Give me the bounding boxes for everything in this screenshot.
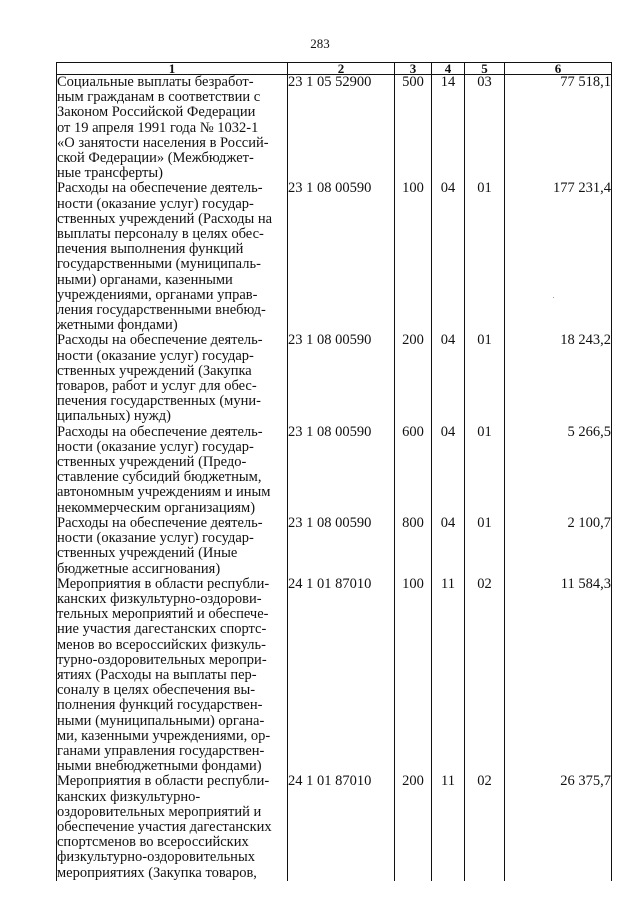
expense-name-cell [57, 774, 288, 880]
subsection-code: 01 [465, 181, 505, 333]
target-article-code: 24 1 01 87010 [288, 774, 395, 880]
subsection-code: 03 [465, 75, 505, 182]
expense-name-line: жетными фондами) [57, 317, 178, 334]
expense-name-line: ными (муниципальными) органа- [57, 712, 265, 729]
expense-name-line: от 19 апреля 1991 года № 1032-1 [57, 119, 259, 136]
expense-name-line: канских физкультурно-оздорови- [57, 590, 262, 607]
expense-name-line: товаров, работ и услуг для обес- [57, 378, 257, 395]
target-article-code: 23 1 08 00590 [288, 333, 395, 424]
expense-name-line: Социальные выплаты безработ- [57, 74, 254, 90]
expense-name-line: физкультурно-оздоровительных [57, 849, 255, 866]
expense-type-code: 600 [395, 425, 432, 516]
expense-name-line: ние участия дагестанских спортс- [57, 621, 267, 638]
amount-value: 11 584,3 [505, 577, 612, 775]
expense-name-line: оздоровительных мероприятий и [57, 803, 262, 820]
section-code: 04 [432, 425, 465, 516]
expense-type-code: 100 [395, 181, 432, 333]
scan-speck [553, 297, 554, 298]
expense-name-line: выплаты персоналу в целях обес- [57, 226, 264, 243]
column-header: 4 [432, 63, 465, 75]
expense-type-code: 800 [395, 516, 432, 577]
expense-name-line: ципальных) нужд) [57, 408, 171, 425]
expense-name-line: тельных мероприятий и обеспече- [57, 606, 269, 623]
expense-name-line: ганами управления государствен- [57, 742, 265, 759]
expense-type-code: 200 [395, 774, 432, 880]
page-number: 283 [310, 36, 330, 51]
expense-name-line: ственных учреждений (Расходы на [57, 210, 273, 227]
table-body [57, 75, 612, 881]
expense-name-line: спортсменов во всероссийских [57, 834, 249, 851]
expense-name-line: ственных учреждений (Иные [57, 545, 238, 562]
expense-name-line: ности (оказание услуг) государ- [57, 530, 254, 547]
column-header: 1 [57, 63, 288, 75]
expense-name-line: ственных учреждений (Закупка [57, 362, 252, 379]
table-row [57, 516, 612, 577]
expense-name-line: учреждениями, органами управ- [57, 286, 258, 303]
expense-name-cell [57, 516, 288, 577]
table-row [57, 181, 612, 333]
expense-name-line: «О занятости населения в Россий- [57, 134, 269, 151]
expense-name-line: некоммерческим организациям) [57, 499, 256, 516]
budget-table [56, 62, 612, 881]
expense-name-cell [57, 577, 288, 775]
expense-name-cell [57, 425, 288, 516]
expense-name-line: печения государственных (муни- [57, 393, 261, 410]
expense-name-line: Расходы на обеспечение деятель- [57, 423, 263, 440]
section-code: 11 [432, 774, 465, 880]
expense-name-line: ственных учреждений (Предо- [57, 454, 247, 471]
column-header: 6 [505, 63, 612, 75]
expense-name-line: ставление субсидий бюджетным, [57, 469, 262, 486]
section-code: 04 [432, 181, 465, 333]
expense-name-line: Расходы на обеспечение деятель- [57, 180, 263, 197]
table-header-row [57, 63, 612, 75]
amount-value: 77 518,1 [505, 75, 612, 182]
expense-name-line: ными) органами, казенными [57, 271, 233, 288]
expense-name-line: Законом Российской Федерации [57, 104, 256, 121]
expense-name-line: обеспечение участия дагестанских [57, 818, 272, 835]
section-code: 14 [432, 75, 465, 182]
expense-name-line: соналу в целях обеспечения вы- [57, 682, 256, 699]
amount-value: 177 231,4 [505, 181, 612, 333]
expense-name-line: ным гражданам в соответствии с [57, 89, 261, 106]
amount-value: 5 266,5 [505, 425, 612, 516]
subsection-code: 01 [465, 516, 505, 577]
section-code: 04 [432, 516, 465, 577]
expense-name-line: ности (оказание услуг) государ- [57, 438, 254, 455]
column-header: 3 [395, 63, 432, 75]
amount-value: 26 375,7 [505, 774, 612, 880]
expense-type-code: 100 [395, 577, 432, 775]
target-article-code: 23 1 08 00590 [288, 516, 395, 577]
expense-name-line: ской Федерации» (Межбюджет- [57, 150, 254, 167]
subsection-code: 01 [465, 333, 505, 424]
expense-name-line: ности (оказание услуг) государ- [57, 347, 254, 364]
target-article-code: 23 1 08 00590 [288, 425, 395, 516]
expense-name-line: ные трансферты) [57, 165, 163, 182]
table-row [57, 333, 612, 424]
expense-name-line: Мероприятия в области республи- [57, 773, 270, 790]
expense-name-cell [57, 75, 288, 182]
amount-value: 18 243,2 [505, 333, 612, 424]
column-header: 5 [465, 63, 505, 75]
subsection-code: 01 [465, 425, 505, 516]
expense-name-line: мероприятиях (Закупка товаров, [57, 864, 257, 881]
table-row [57, 774, 612, 880]
expense-name-cell [57, 333, 288, 424]
expense-name-line: ными внебюджетными фондами) [57, 758, 262, 775]
expense-name-line: Расходы на обеспечение деятель- [57, 332, 263, 349]
expense-name-line: бюджетные ассигнования) [57, 560, 221, 577]
expense-name-cell [57, 181, 288, 333]
expense-name-line: ятиях (Расходы на выплаты пер- [57, 666, 257, 683]
expense-name-line: государственными (муниципаль- [57, 256, 261, 273]
expense-type-code: 200 [395, 333, 432, 424]
expense-name-line: канских физкультурно- [57, 788, 201, 805]
expense-type-code: 500 [395, 75, 432, 182]
subsection-code: 02 [465, 774, 505, 880]
expense-name-line: автономным учреждениям и иным [57, 484, 271, 501]
expense-name-line: менов во всероссийских физкуль- [57, 636, 266, 653]
table-row [57, 577, 612, 775]
expense-name-line: Мероприятия в области республи- [57, 575, 270, 592]
expense-name-line: Расходы на обеспечение деятель- [57, 514, 263, 531]
table-row [57, 425, 612, 516]
target-article-code: 23 1 05 52900 [288, 75, 395, 182]
subsection-code: 02 [465, 577, 505, 775]
expense-name-line: печения выполнения функций [57, 241, 244, 258]
expense-name-line: ности (оказание услуг) государ- [57, 195, 254, 212]
section-code: 11 [432, 577, 465, 775]
expense-name-line: ми, казенными учреждениями, ор- [57, 727, 271, 744]
section-code: 04 [432, 333, 465, 424]
amount-value: 2 100,7 [505, 516, 612, 577]
column-header: 2 [288, 63, 395, 75]
expense-name-line: турно-оздоровительных меропри- [57, 651, 267, 668]
expense-name-line: ления государственными внебюд- [57, 302, 266, 319]
target-article-code: 24 1 01 87010 [288, 577, 395, 775]
table-row [57, 75, 612, 182]
expense-name-line: полнения функций государствен- [57, 697, 263, 714]
target-article-code: 23 1 08 00590 [288, 181, 395, 333]
